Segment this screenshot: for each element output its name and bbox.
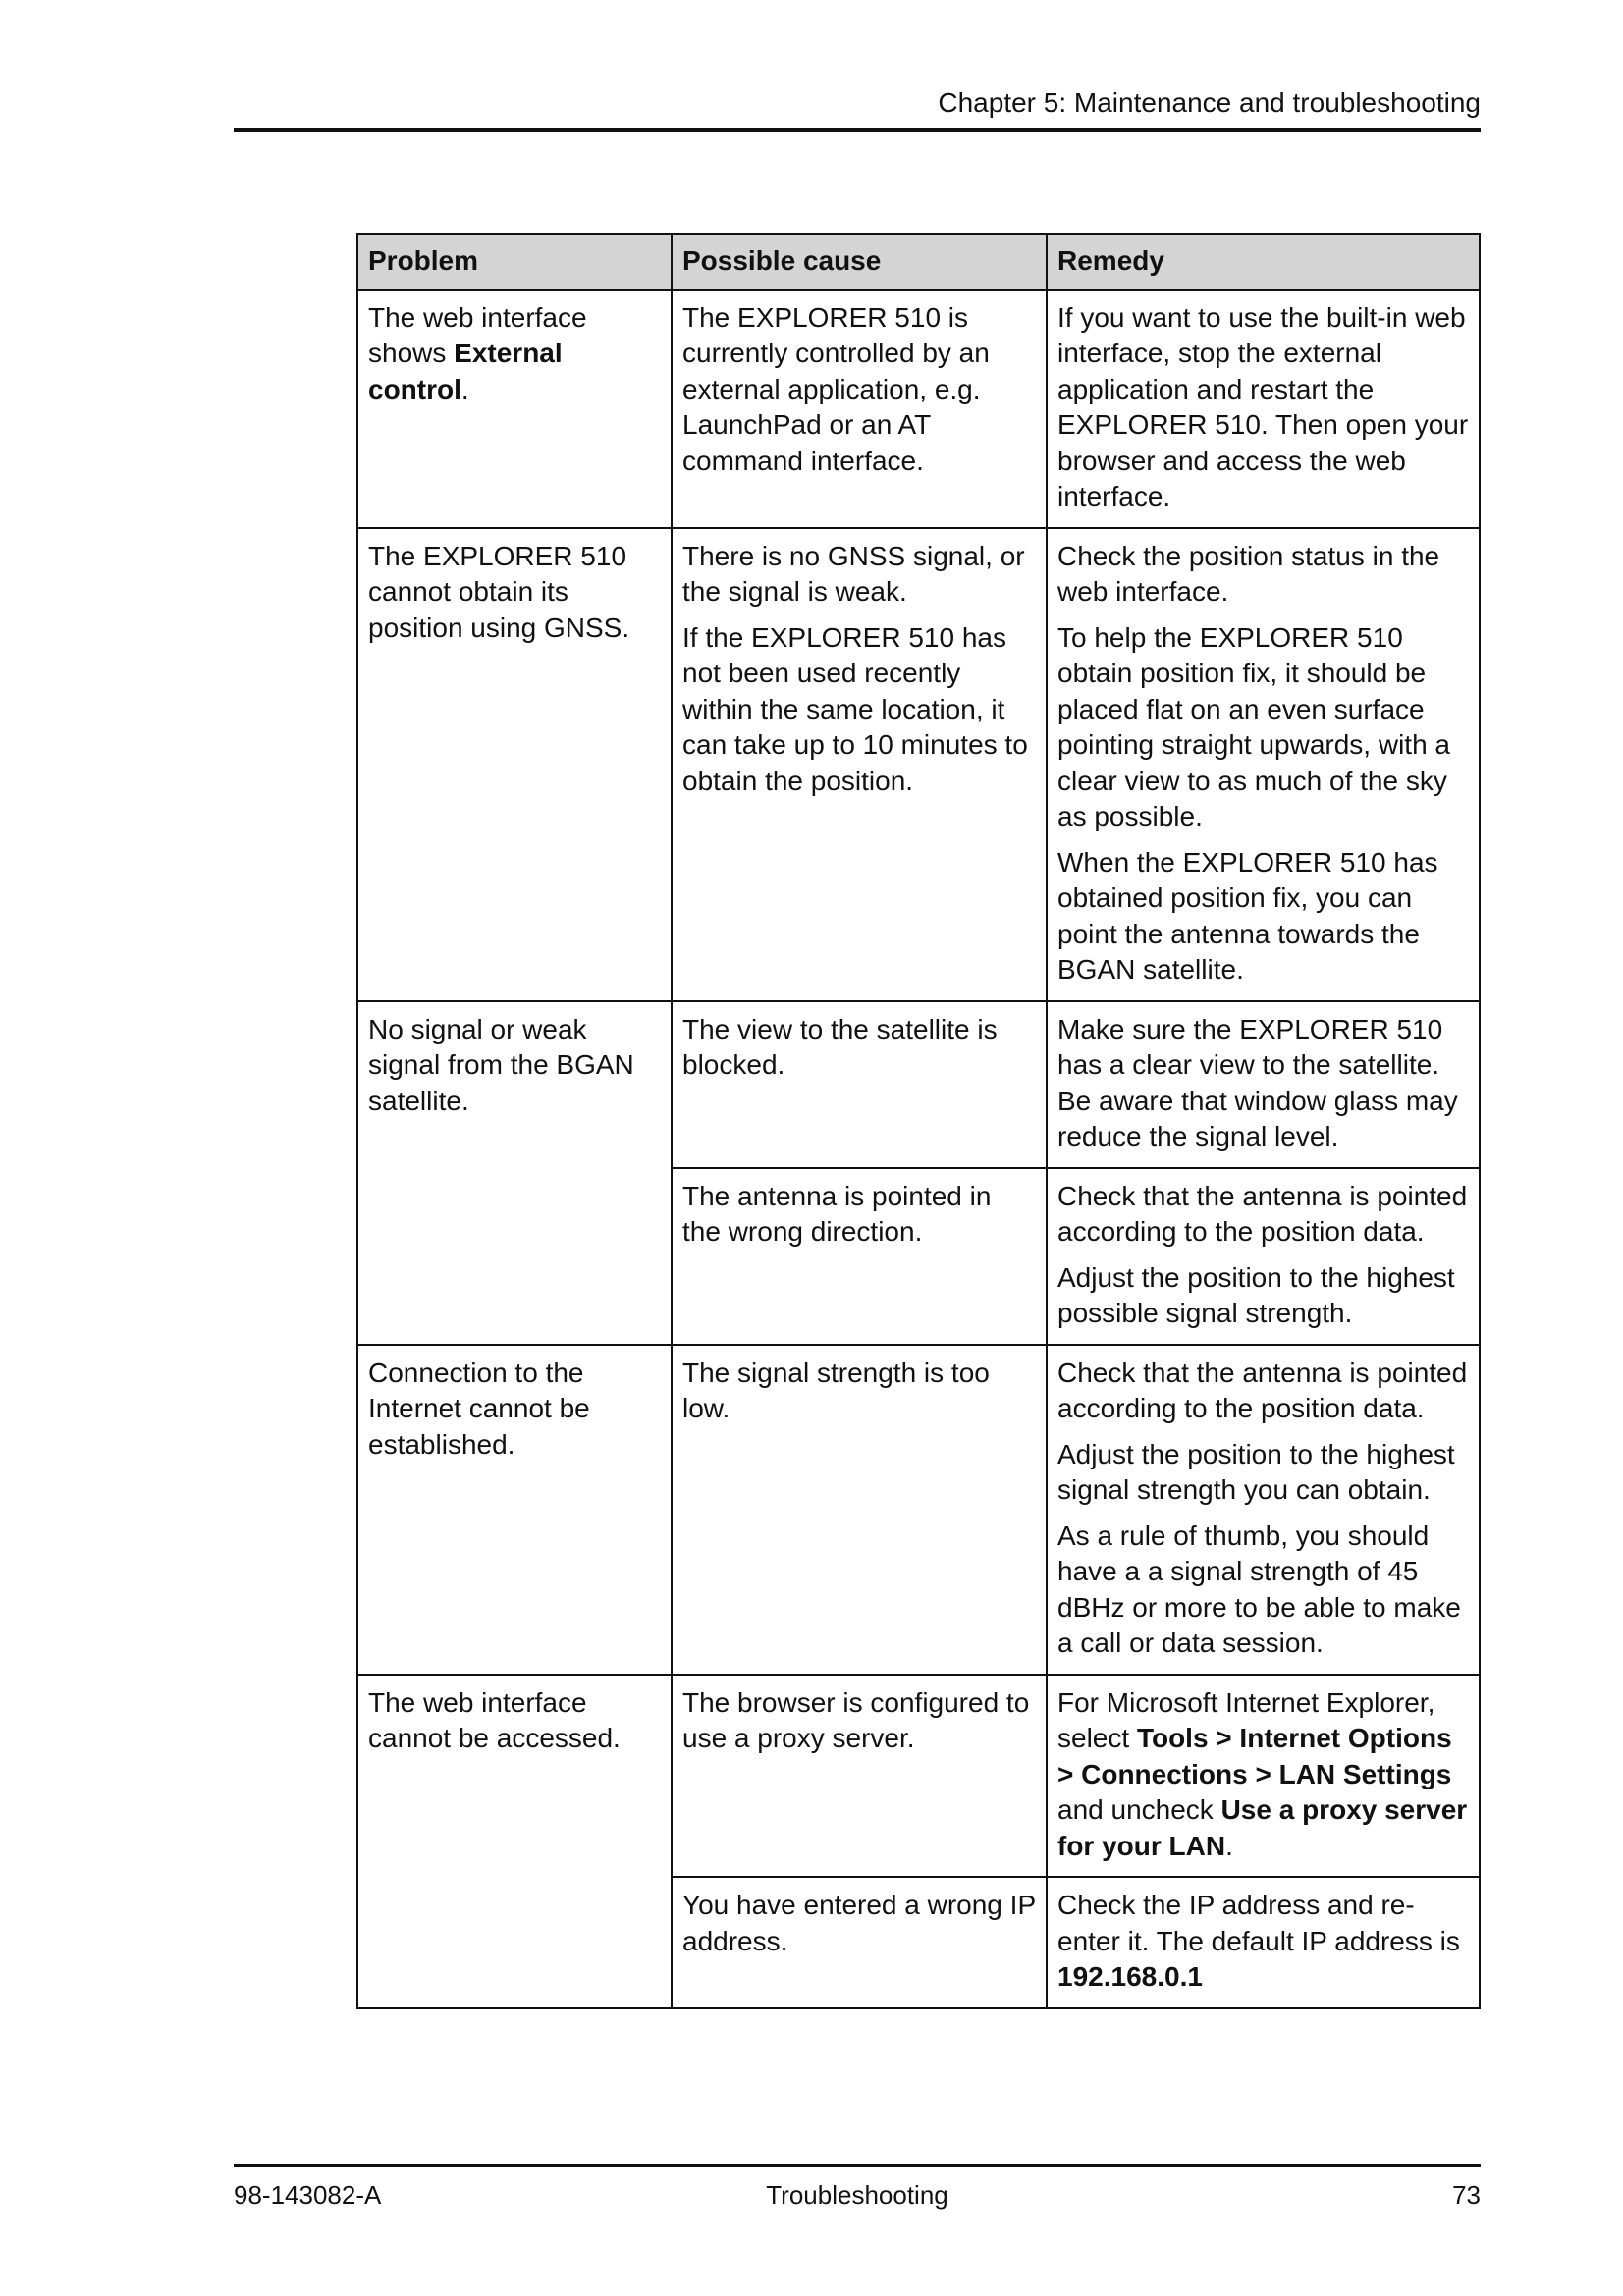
remedy-cell	[1047, 1001, 1480, 1168]
table-row	[357, 528, 1480, 1001]
troubleshooting-table	[356, 233, 1481, 2009]
remedy-cell	[1047, 1877, 1480, 2008]
remedy-cell	[1047, 290, 1480, 528]
remedy-text: Check the IP address and re-enter it. The default IP address is	[1057, 1890, 1460, 1956]
problem-text: Connection to the Internet cannot be established.	[368, 1357, 590, 1460]
cause-cell	[672, 528, 1047, 1001]
remedy-cell	[1047, 1345, 1480, 1675]
header-rule	[234, 128, 1481, 132]
column-header-problem: Problem	[357, 234, 672, 290]
cause-text: The view to the satellite is blocked.	[682, 1013, 998, 1080]
table-row	[357, 1345, 1480, 1675]
remedy-text: Make sure the EXPLORER 510 has a clear view to the satellite. Be aware that window glass may reduce the signal level.	[1057, 1013, 1458, 1151]
remedy-text: Check that the antenna is pointed according to the position data.	[1057, 1357, 1468, 1423]
cause-text: The EXPLORER 510 is currently controlled by an external application, e.g. LaunchPad or an AT command interface.	[682, 301, 990, 476]
problem-emphasis: External control	[368, 338, 563, 404]
remedy-text: For Microsoft Internet Explorer, select	[1057, 1686, 1435, 1753]
column-header-cause: Possible cause	[672, 234, 1047, 290]
remedy-text: and uncheck	[1057, 1794, 1221, 1825]
column-header-remedy: Remedy	[1047, 234, 1480, 290]
cause-cell	[672, 1877, 1047, 2008]
problem-text: The web interface shows	[368, 301, 587, 368]
problem-cell	[357, 528, 672, 1001]
page-number: 73	[1452, 2180, 1481, 2210]
cause-text: There is no GNSS signal, or the signal is weak.	[682, 540, 1025, 607]
table-header-row	[357, 234, 1480, 290]
remedy-text: Check the position status in the web interface.	[1057, 540, 1440, 607]
remedy-text: Adjust the position to the highest possible signal strength.	[1057, 1261, 1455, 1328]
remedy-cell	[1047, 528, 1480, 1001]
problem-text: The web interface cannot be accessed.	[368, 1686, 621, 1753]
remedy-text: As a rule of thumb, you should have a a signal strength of 45 dBHz or more to be able to make a call or data session.	[1057, 1520, 1461, 1658]
table-row	[357, 290, 1480, 528]
remedy-text: If you want to use the built-in web interface, stop the external application and restart the EXPLORER 510. Then open your browser and access the web interface.	[1057, 301, 1469, 511]
cause-text: The signal strength is too low.	[682, 1357, 990, 1423]
cause-text: The antenna is pointed in the wrong direction.	[682, 1180, 992, 1247]
cause-text: If the EXPLORER 510 has not been used recently within the same location, it can take up to 10 minutes to obtain the position.	[682, 621, 1028, 796]
remedy-cell	[1047, 1168, 1480, 1345]
footer-section-title: Troubleshooting	[766, 2180, 948, 2210]
table-row	[357, 1675, 1480, 1878]
remedy-text-end: .	[1225, 1830, 1233, 1861]
default-ip-address: 192.168.0.1	[1057, 1961, 1203, 1992]
problem-text: No signal or weak signal from the BGAN satellite.	[368, 1013, 634, 1116]
cause-cell	[672, 1675, 1047, 1878]
problem-cell	[357, 290, 672, 528]
remedy-text: Adjust the position to the highest signal strength you can obtain.	[1057, 1438, 1455, 1505]
cause-text: The browser is configured to use a proxy server.	[682, 1686, 1030, 1753]
cause-text: You have entered a wrong IP address.	[682, 1890, 1036, 1956]
cause-cell	[672, 1345, 1047, 1675]
footer-rule	[234, 2164, 1481, 2167]
remedy-cell	[1047, 1675, 1480, 1878]
proxy-option-label: Use a proxy server for your LAN	[1057, 1794, 1468, 1861]
problem-text-end: .	[460, 373, 469, 404]
cause-cell	[672, 290, 1047, 528]
table-row	[357, 1001, 1480, 1168]
problem-text: The EXPLORER 510 cannot obtain its position using GNSS.	[368, 540, 630, 643]
document-number: 98-143082-A	[234, 2180, 382, 2210]
chapter-header: Chapter 5: Maintenance and troubleshooting	[938, 87, 1481, 118]
remedy-text: Check that the antenna is pointed according to the position data.	[1057, 1180, 1468, 1247]
cause-cell	[672, 1001, 1047, 1168]
menu-path: Tools > Internet Options > Connections > LAN Settings	[1057, 1723, 1452, 1789]
problem-cell	[357, 1345, 672, 1675]
problem-cell	[357, 1675, 672, 2008]
remedy-text: When the EXPLORER 510 has obtained position fix, you can point the antenna towards the BGAN satellite.	[1057, 846, 1438, 985]
cause-cell	[672, 1168, 1047, 1345]
problem-cell	[357, 1001, 672, 1345]
remedy-text: To help the EXPLORER 510 obtain position fix, it should be placed flat on an even surface pointing straight upwards, with a clear view to as much of the sky as possible.	[1057, 621, 1450, 831]
